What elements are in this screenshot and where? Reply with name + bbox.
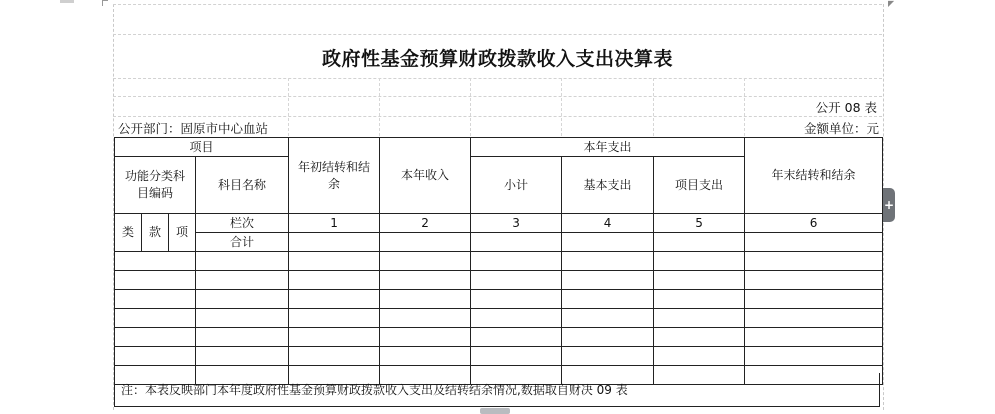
table-cell[interactable] — [289, 347, 380, 366]
resize-arrow-icon[interactable]: ◤ — [888, 0, 895, 8]
scroll-handle-bottom[interactable] — [480, 408, 510, 414]
table-cell[interactable] — [289, 271, 380, 290]
table-row — [115, 290, 883, 309]
table-cell[interactable] — [745, 328, 883, 347]
table-cell[interactable] — [562, 347, 654, 366]
header-kuan[interactable]: 款 — [142, 214, 169, 252]
table-cell[interactable] — [196, 309, 289, 328]
table-cell[interactable] — [471, 252, 562, 271]
table-cell[interactable] — [196, 252, 289, 271]
table-cell[interactable] — [196, 347, 289, 366]
table-cell[interactable] — [471, 233, 562, 252]
grid-line — [379, 78, 380, 136]
grid-line — [561, 78, 562, 136]
grid-line — [470, 78, 471, 136]
table-cell[interactable] — [745, 252, 883, 271]
table-cell[interactable] — [562, 328, 654, 347]
table-cell[interactable] — [654, 290, 745, 309]
header-row — [115, 138, 883, 157]
table-cell[interactable] — [471, 347, 562, 366]
table-cell[interactable] — [654, 233, 745, 252]
table-row — [115, 347, 883, 366]
header-begin-balance[interactable]: 年初结转和结余 — [289, 138, 380, 214]
department-label: 公开部门：固原市中心血站 — [118, 121, 269, 136]
col-number[interactable]: 2 — [380, 214, 471, 233]
table-cell[interactable] — [196, 290, 289, 309]
table-cell[interactable] — [745, 309, 883, 328]
table-cell[interactable] — [115, 271, 196, 290]
grid-line — [113, 96, 882, 97]
table-cell[interactable] — [745, 347, 883, 366]
header-xiang[interactable]: 项 — [169, 214, 196, 252]
table-cell[interactable] — [562, 233, 654, 252]
table-cell[interactable] — [562, 290, 654, 309]
table-cell[interactable] — [380, 290, 471, 309]
table-row — [115, 328, 883, 347]
table-cell[interactable] — [471, 309, 562, 328]
col-number[interactable]: 4 — [562, 214, 654, 233]
grid-line — [113, 78, 882, 79]
header-func-code[interactable]: 功能分类科目编码 — [115, 157, 196, 214]
table-note: 注：本表反映部门本年度政府性基金预算财政拨款收入支出及结转结余情况,数据取自财决 09 表 — [114, 373, 880, 407]
table-cell[interactable] — [289, 252, 380, 271]
table-cell[interactable] — [289, 233, 380, 252]
header-end-balance[interactable]: 年末结转和结余 — [745, 138, 883, 214]
table-cell[interactable] — [115, 347, 196, 366]
table-cell[interactable] — [745, 233, 883, 252]
budget-table — [114, 137, 883, 385]
grid-line — [113, 4, 882, 5]
index-row — [115, 214, 883, 233]
table-cell[interactable] — [654, 252, 745, 271]
table-row — [115, 271, 883, 290]
col-index-label[interactable]: 栏次 — [196, 214, 289, 233]
table-cell[interactable] — [380, 328, 471, 347]
header-subject-name[interactable]: 科目名称 — [196, 157, 289, 214]
table-row — [115, 252, 883, 271]
grid-line — [113, 116, 882, 117]
col-number[interactable]: 5 — [654, 214, 745, 233]
table-cell[interactable] — [562, 271, 654, 290]
table-cell[interactable] — [471, 271, 562, 290]
table-cell[interactable] — [289, 328, 380, 347]
col-number[interactable]: 6 — [745, 214, 883, 233]
total-label[interactable]: 合计 — [196, 233, 289, 252]
grid-line — [288, 78, 289, 136]
table-cell[interactable] — [562, 252, 654, 271]
grid-line — [113, 34, 882, 35]
table-cell[interactable] — [380, 233, 471, 252]
header-basic-exp[interactable]: 基本支出 — [562, 157, 654, 214]
col-number[interactable]: 3 — [471, 214, 562, 233]
table-cell[interactable] — [745, 271, 883, 290]
table-cell[interactable] — [196, 328, 289, 347]
table-cell[interactable] — [654, 347, 745, 366]
table-cell[interactable] — [745, 290, 883, 309]
scroll-handle-top[interactable] — [60, 0, 74, 3]
table-cell[interactable] — [289, 290, 380, 309]
table-row — [115, 309, 883, 328]
table-cell[interactable] — [196, 271, 289, 290]
table-cell[interactable] — [380, 347, 471, 366]
page-title: 政府性基金预算财政拨款收入支出决算表 — [321, 48, 673, 70]
header-project-exp[interactable]: 项目支出 — [654, 157, 745, 214]
col-number[interactable]: 1 — [289, 214, 380, 233]
table-cell[interactable] — [562, 309, 654, 328]
grid-line — [744, 78, 745, 136]
table-cell[interactable] — [471, 328, 562, 347]
header-income[interactable]: 本年收入 — [380, 138, 471, 214]
table-cell[interactable] — [115, 290, 196, 309]
table-cell[interactable] — [115, 309, 196, 328]
table-cell[interactable] — [289, 309, 380, 328]
table-cell[interactable] — [115, 252, 196, 271]
table-cell[interactable] — [654, 271, 745, 290]
table-cell[interactable] — [380, 252, 471, 271]
table-cell[interactable] — [471, 290, 562, 309]
table-cell[interactable] — [654, 328, 745, 347]
table-cell[interactable] — [380, 309, 471, 328]
expand-panel-icon[interactable]: + — [883, 188, 895, 222]
page-corner-marker — [102, 0, 108, 6]
header-item[interactable]: 项目 — [115, 138, 289, 157]
table-cell[interactable] — [380, 271, 471, 290]
header-subtotal[interactable]: 小计 — [471, 157, 562, 214]
table-cell[interactable] — [654, 309, 745, 328]
form-number: 公开 08 表 — [815, 100, 877, 115]
header-lei[interactable]: 类 — [115, 214, 142, 252]
table-cell[interactable] — [115, 328, 196, 347]
header-expense-group[interactable]: 本年支出 — [471, 138, 745, 157]
total-row — [115, 233, 883, 252]
amount-unit-label: 金额单位：元 — [803, 121, 879, 136]
grid-line — [653, 78, 654, 136]
